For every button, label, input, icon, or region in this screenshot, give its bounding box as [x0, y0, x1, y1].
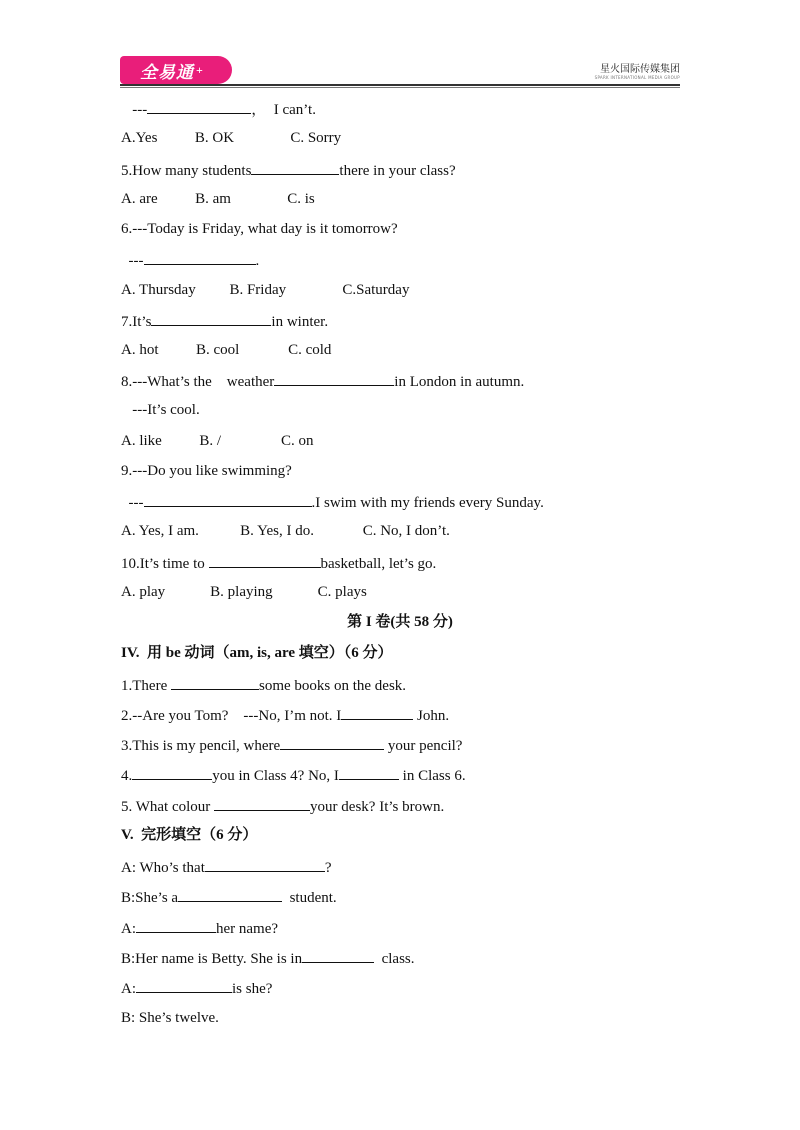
dialog-line-1: A: Who’s that ? — [121, 857, 332, 877]
publisher-subtitle: SPARK INTERNATIONAL MEDIA GROUP — [594, 75, 680, 80]
question-5: 5.How many students there in your class? — [121, 160, 456, 180]
answer-blank[interactable] — [144, 250, 256, 265]
iv-question-4: 4. you in Class 4? No, I in Class 6. — [121, 765, 466, 785]
answer-blank[interactable] — [178, 887, 282, 902]
answer-blank[interactable] — [136, 918, 216, 933]
answer-line-q8: ---It’s cool. — [121, 402, 200, 418]
answer-blank[interactable] — [171, 675, 259, 690]
answer-blank[interactable] — [151, 311, 271, 326]
answer-blank[interactable] — [274, 371, 394, 386]
logo-plus: + — [196, 62, 203, 77]
part-title: 第 I 卷(共 58 分) — [347, 614, 453, 630]
iv-question-3: 3.This is my pencil, where your pencil? — [121, 735, 462, 755]
question-10: 10.It’s time to basketball, let’s go. — [121, 553, 436, 573]
options-q4: A.Yes B. OK C. Sorry — [121, 130, 342, 146]
question-7: 7.It’s in winter. — [121, 311, 328, 331]
question-6: 6.---Today is Friday, what day is it tomorrow? — [121, 221, 398, 237]
answer-blank[interactable] — [339, 765, 399, 780]
answer-line-q9: --- .I swim with my friends every Sunday. — [121, 492, 544, 512]
answer-blank[interactable] — [205, 857, 325, 872]
answer-line-q4: --- ， I can’t. — [121, 99, 316, 119]
options-q5: A. are B. am C. is — [121, 191, 315, 207]
section-v-heading: V. 完形填空（6 分） — [121, 827, 258, 843]
answer-blank[interactable] — [251, 160, 339, 175]
header-rule — [120, 84, 680, 86]
publisher-block — [595, 60, 680, 80]
answer-blank[interactable] — [302, 948, 374, 963]
answer-blank[interactable] — [132, 765, 212, 780]
logo-text: 全易通 — [140, 62, 194, 83]
dialog-line-5: A: is she? — [121, 978, 272, 998]
dialog-line-2: B:She’s a student. — [121, 887, 337, 907]
brand-logo — [120, 56, 232, 84]
options-q6: A. Thursday B. Friday C.Saturday — [121, 282, 410, 298]
publisher-name: 星火国际传媒集团 — [600, 64, 680, 75]
options-q8: A. like B. / C. on — [121, 433, 314, 449]
question-8: 8.---What’s the weather in London in autumn. — [121, 371, 524, 391]
iv-question-5: 5. What colour your desk? It’s brown. — [121, 796, 444, 816]
answer-blank[interactable] — [147, 99, 251, 114]
answer-blank[interactable] — [280, 735, 384, 750]
iv-question-2: 2.--Are you Tom? ---No, I’m not. I John. — [121, 705, 449, 725]
header-rule-thin — [120, 87, 680, 88]
answer-blank[interactable] — [214, 796, 310, 811]
answer-blank[interactable] — [209, 553, 321, 568]
options-q10: A. play B. playing C. plays — [121, 584, 367, 600]
answer-blank[interactable] — [341, 705, 413, 720]
options-q9: A. Yes, I am. B. Yes, I do. C. No, I don’t. — [121, 523, 450, 539]
dialog-line-3: A: her name? — [121, 918, 278, 938]
options-q7: A. hot B. cool C. cold — [121, 342, 332, 358]
dialog-line-6: B: She’s twelve. — [121, 1010, 219, 1026]
answer-line-q6: --- . — [121, 250, 259, 270]
answer-blank[interactable] — [144, 492, 312, 507]
answer-blank[interactable] — [136, 978, 232, 993]
dialog-line-4: B:Her name is Betty. She is in class. — [121, 948, 415, 968]
question-9: 9.---Do you like swimming? — [121, 463, 292, 479]
iv-question-1: 1.There some books on the desk. — [121, 675, 406, 695]
section-iv-heading: IV. 用 be 动词（am, is, are 填空）（6 分） — [121, 645, 393, 661]
